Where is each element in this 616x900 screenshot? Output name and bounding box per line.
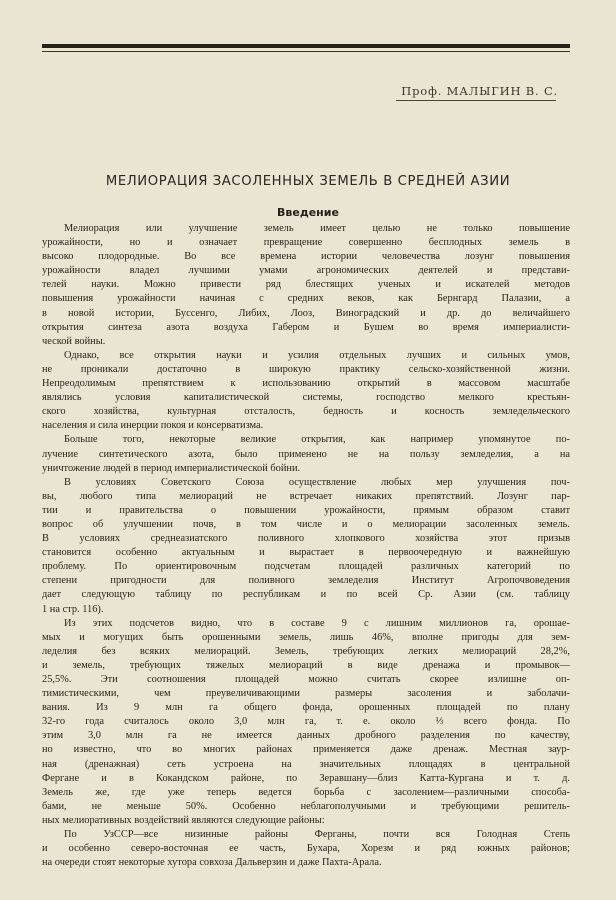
text-line: ных мелиоративных воздействий являются следующие районы:: [42, 814, 325, 826]
text-line: повышения урожайности начиная с средних веков, как Бернгард Палазии, а: [42, 293, 570, 305]
text-line: становится особенно актуальным и вырастает в первоочередную и важнейшую: [42, 547, 570, 559]
paragraph: [42, 476, 570, 617]
text-line: но известно, что во многих районах применяется даже дренаж. Местная заур-: [42, 744, 570, 756]
text-line: Больше того, некоторые великие открытия, как например упомянутое по-: [64, 434, 570, 446]
text-line: ческой войны.: [42, 335, 106, 347]
text-line: дает следующую таблицу по республикам и по всей Ср. Азии (см. таблицу: [42, 589, 570, 601]
paragraph: [42, 828, 570, 870]
text-line: урожайности владел лучшими умами агрономических деятелей и представи-: [42, 265, 570, 277]
text-line: В условиях среднеазиатского поливного хлопкового хозяйства этот призыв: [42, 533, 570, 545]
text-line: ского хозяйства, культурная отсталость, бедность и косность земледельческого: [42, 406, 570, 418]
text-line: и земель, требующих тяжелых мелиораций в виде дренажа и промывок—: [42, 659, 570, 671]
text-line: высоко плодородные. Во все времена истории человечества лозунг повышения: [42, 251, 570, 263]
header-rule-thin: [42, 51, 570, 52]
paragraph: [42, 617, 570, 828]
text-line: вы, любого типа мелиораций не встречает никаких препятствий. Лозунг пар-: [42, 490, 570, 502]
author-underline: [396, 100, 556, 101]
text-line: степени пригодности для поливного земледелия Институт Агропочвоведения: [42, 575, 570, 587]
text-line: Мелиорация или улучшение земель имеет целью не только повышение: [64, 223, 570, 234]
article-title: МЕЛИОРАЦИЯ ЗАСОЛЕННЫХ ЗЕМЕЛЬ В СРЕДНЕЙ АЗИИ: [105, 174, 511, 189]
paragraph: [42, 222, 570, 349]
text-line: Земель же, где уже теперь ведется борьба с засолением—различными способа-: [42, 786, 570, 798]
paragraph: [42, 433, 570, 475]
text-line: уничтожение людей в период империалистической бойни.: [42, 462, 301, 474]
text-line: населения и сила инерции покоя и консерватизма.: [42, 420, 264, 432]
text-line: бами, не меньше 50%. Особенно неблагополучными и требующими решитель-: [42, 800, 570, 812]
text-line: открытия синтеза азота воздуха Габером и Бушем во время империалисти-: [42, 321, 570, 333]
text-line: тии и правительства о повышении урожайности, прямым образом ставит: [42, 504, 570, 516]
text-line: вания. Из 9 млн га общего фонда, орошенных площадей по плану: [42, 702, 570, 714]
text-line: не проникали достаточно в широкую практику сельско-хозяйственной жизни.: [42, 363, 570, 375]
text-line: По УзССР—все низинные районы Ферганы, почти вся Голодная Степь: [64, 829, 570, 841]
text-line: 1 на стр. 116).: [42, 603, 104, 615]
text-line: леделия без всяких мелиораций. Земель, требующих легких мелиораций 28,2%,: [42, 645, 570, 657]
text-line: ная (дренажная) сеть устроена на значительных площадях в центральной: [42, 758, 570, 770]
text-line: 32-го года считалось около 3,0 млн га, т. е. около ⅓ всего фонда. По: [42, 716, 570, 728]
paragraph: [42, 349, 570, 434]
text-line: тимистическими, чем преувеличивающими размеры засоления и заболачи-: [42, 688, 570, 700]
text-line: проблему. По ориентировочным подсчетам площадей различных категорий по: [42, 561, 570, 573]
header-rule-thick: [42, 44, 570, 48]
author-name: Проф. МАЛЫГИН В. С.: [401, 84, 558, 98]
text-line: и особенно северо-восточная ее часть, Бухара, Хорезм и ряд южных районов;: [42, 843, 570, 855]
text-line: на очереди стоят некоторые хутора совхоза Дальверзин и даже Пахта-Арала.: [42, 857, 382, 869]
text-line: в новой истории, Буссенго, Либих, Лооз, Виноградский и др. до величайшего: [42, 307, 570, 319]
article-body: [42, 222, 570, 870]
text-line: урожайности, но и означает превращение совершенно бесплодных земель в: [42, 237, 570, 249]
text-line: Однако, все открытия науки и усилия отдельных лучших и сильных умов,: [64, 349, 570, 361]
text-line: Непреодолимым препятствием к использованию открытий в массовом масштабе: [42, 378, 570, 390]
text-line: 25,5%. Эти соотношения площадей можно считать скорее излишне оп-: [42, 674, 570, 685]
text-line: мых и могущих быть орошенными земель, лишь 46%, вполне пригоды для зем-: [42, 631, 570, 643]
text-line: В условиях Советского Союза осуществление любых мер улучшения поч-: [64, 476, 570, 488]
text-line: лучение синтетического азота, было применено не на пользу земледелия, а на: [42, 448, 570, 460]
text-line: этим 3,0 млн га не имеется данных дробного разделения по качеству,: [42, 730, 570, 742]
text-line: являлись условия капиталистической системы, господство мелкого крестьян-: [42, 392, 570, 404]
text-line: Из этих подсчетов видно, что в составе 9 с лишним миллионов га, орошае-: [64, 617, 570, 629]
text-line: Фергане и в Кокандском районе, по Зеравшану—близ Катта-Кургана и т. д.: [42, 772, 570, 784]
section-heading: Введение: [277, 206, 339, 219]
text-line: телей науки. Можно привести ряд блестящих ученых и искателей методов: [42, 279, 570, 291]
text-line: вопрос об улучшении почв, в том числе и о мелиорации засоленных земель.: [42, 518, 570, 530]
